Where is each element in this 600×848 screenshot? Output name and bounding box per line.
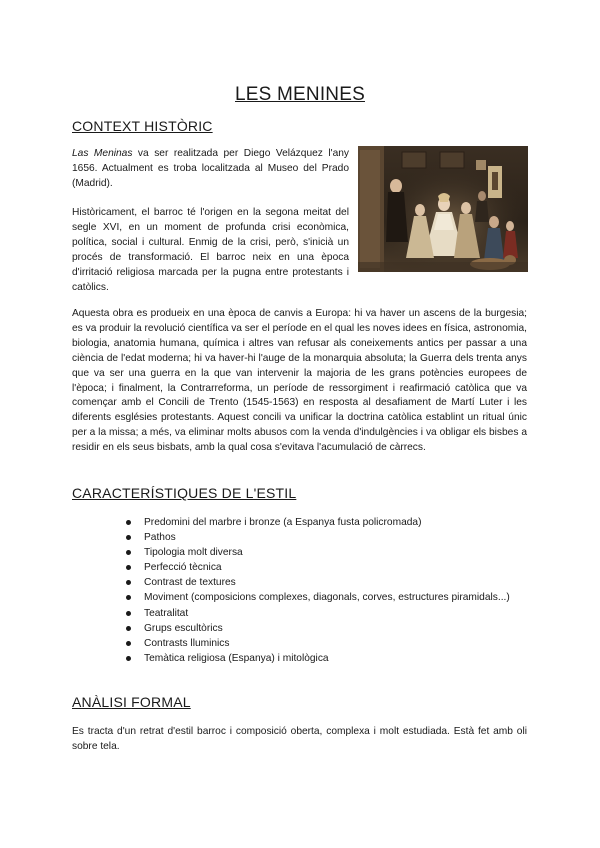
list-item: Contrast de textures (124, 575, 527, 590)
bullet-icon (126, 535, 131, 540)
bullet-icon (126, 611, 131, 616)
list-item: Temàtica religiosa (Espanya) i mitològica (124, 651, 527, 666)
list-item: Contrasts lluminics (124, 636, 527, 651)
bullet-icon (126, 550, 131, 555)
bullet-icon (126, 580, 131, 585)
style-characteristics-list (124, 515, 527, 666)
bullet-icon (126, 656, 131, 661)
heading-formal-analysis: ANÀLISI FORMAL (72, 694, 191, 710)
bullet-icon (126, 626, 131, 631)
document-title: LES MENINES (235, 84, 365, 105)
heading-style-characteristics: CARACTERÍSTIQUES DE L'ESTIL (72, 485, 297, 501)
paragraph-baroque-origin: Històricament, el barroc té l'origen en la segona meitat del segle XVI, en un moment de profunda crisi econòmica, política, social i cultural. Enmig de la crisi, però, s'inicià un procés de transformació. El barroc neix en una època d'irritació religiosa marcada per la pugna entre protestants i catòlics. (72, 207, 349, 293)
list-item: Pathos (124, 530, 527, 545)
list-item: Teatralitat (124, 606, 527, 621)
list-item: Grups escultòrics (124, 621, 527, 636)
list-item: Perfecció tècnica (124, 560, 527, 575)
list-item: Predomini del marbre i bronze (a Espanya fusta policromada) (124, 515, 527, 530)
list-item: Moviment (composicions complexes, diagonals, corves, estructures piramidals...) (124, 590, 527, 605)
las-meninas-painting-image (358, 146, 528, 272)
paragraph-european-context: Aquesta obra es produeix en una època de canvis a Europa: hi va haver un ascens de la burgesia; es va produir la revolució científica va ser el període en el qual les noves idees en física, astronomia, biologia, anatomia humana, química i altres van refusar als coneixements antics per passar a una ciència de l'edat moderna; hi va haver-hi l'auge de la monarquia absoluta; la Guerra dels trenta anys que va ser una guerra en la que van intervenir la majoria de les grans potències europees de l'època; i finalment, la Contrarreforma, un període de ressorgiment i reafirmació catòlica que va començar amb el Concili de Trento (1545-1563) en resposta al desafiament de Martí Luter i les diferents esglésies protestants. Aquest concili va unificar la doctrina catòlica establint un ritual únic per a la missa; a més, va eliminar molts abusos com la venda d'indulgències i va obligar els bisbes a residir en els seus bisbats, amb la qual cosa s'evitava l'acumulació de càrrecs. (72, 308, 527, 454)
list-item: Tipologia molt diversa (124, 545, 527, 560)
paragraph-intro (72, 147, 349, 192)
bullet-icon (126, 565, 131, 570)
paragraph-formal-analysis: Es tracta d'un retrat d'estil barroc i composició oberta, complexa i molt estudiada. Està fet amb oli sobre tela. (72, 726, 527, 752)
bullet-icon (126, 595, 131, 600)
bullet-icon (126, 641, 131, 646)
artwork-title: Las Meninas (72, 148, 133, 159)
paragraph-intro-text: va ser realitzada per Diego Velázquez l'any 1656. Actualment es troba localitzada al Museo del Prado (Madrid). (72, 148, 349, 189)
heading-context: CONTEXT HISTÒRIC (72, 118, 213, 134)
bullet-icon (126, 520, 131, 525)
